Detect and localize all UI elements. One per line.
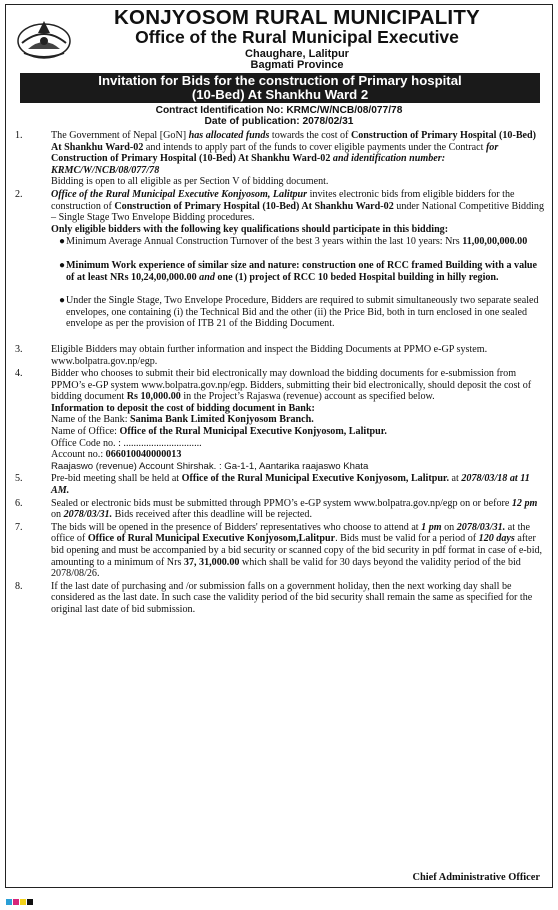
text: Office of the Rural Municipal Executive Konjyosom, Lalitpur — [51, 188, 308, 200]
text: at the office of — [51, 521, 530, 545]
qualification-2 — [6, 260, 552, 283]
magenta-swatch — [13, 899, 19, 905]
bullet-icon: ● — [59, 295, 66, 307]
clause-6 — [6, 498, 552, 521]
clause-5 — [6, 473, 552, 496]
bank-name: Sanima Bank Limited Konjyosom Branch. — [130, 414, 314, 426]
text: invites electronic bids from eligible bidders for the construction of — [51, 188, 515, 212]
text: Construction of Primary Hospital (10-Bed) At Shankhu Ward-02 — [51, 153, 331, 165]
clause-2 — [6, 189, 552, 235]
text: The Government of Nepal [GoN] — [51, 130, 189, 141]
text: 37, 31,000.00 — [183, 556, 240, 568]
notice-body — [6, 130, 552, 617]
clause-number: 5. — [15, 473, 23, 485]
clause-number: 8. — [15, 580, 23, 592]
notice-page — [5, 4, 553, 888]
municipality-title: KONJYOSOM RURAL MUNICIPALITY — [114, 6, 480, 29]
text: and intends to apply part of the funds to cover eligible payments under the Contract — [143, 141, 486, 153]
text: If the last date of purchasing and /or submission falls on a government holiday, then the next working day shall be considered as the last date. In such case the validity period of the bid security shall remain the same as specified for the original last date of bid submission. — [51, 580, 533, 615]
label: Name of the Bank: — [51, 414, 131, 426]
text: towards the cost of — [269, 130, 351, 141]
text: for — [485, 141, 499, 153]
text: 1 pm — [421, 521, 442, 533]
banner-line-1: Invitation for Bids for the construction of Primary hospital — [98, 73, 462, 88]
revenue-account-row: Raajaswo (revenue) Account Shirshak. : Ga-1-1, Aantarika raajaswo Khata — [51, 460, 369, 472]
publication-date: Date of publication: 2078/02/31 — [204, 116, 354, 127]
text: Minimum Average Annual Construction Turnover of the best 3 years within the last 10 years: Nrs — [66, 236, 463, 248]
bank-info-heading: Information to deposit the cost of bidding document in Bank: — [51, 402, 315, 414]
location-line: Chaughare, Lalitpur — [245, 48, 349, 60]
text: and — [199, 271, 215, 283]
contract-info — [6, 105, 552, 127]
bullet-icon: ● — [59, 236, 66, 248]
text: Under the Single Stage, Two Envelope Procedure, Bidders are required to submit simultaneously two separate sealed envelopes, one containing (i) the Technical Bid and the other (ii) the Price Bid, both in turn enclosed in one sealed envelope as per the provision of ITB 21 of the Bidding Document. — [66, 295, 539, 330]
qualification-1 — [6, 236, 552, 248]
qualifications-heading: Only eligible bidders with the following key qualifications should participate in this bidding: — [51, 223, 449, 235]
text: 2078/03/31. — [456, 521, 506, 533]
banner-line-2: (10-Bed) At Shankhu Ward 2 — [191, 87, 369, 102]
text: 2078/03/31. — [63, 509, 113, 521]
clause-number: 1. — [15, 130, 23, 141]
text: has allocated funds — [188, 130, 270, 141]
black-swatch — [27, 899, 33, 905]
office-name: Office of the Rural Municipal Executive Konjyosom, Lalitpur. — [119, 426, 387, 438]
bank-name-row — [51, 414, 544, 426]
text: in the Project’s Rajaswa (revenue) account as specified below. — [180, 391, 435, 403]
account-number: 066010040000013 — [105, 449, 182, 461]
text: one (1) project of RCC 10 beded Hospital building in hilly region. — [214, 271, 499, 283]
yellow-swatch — [20, 899, 26, 905]
text: Construction of Primary Hospital (10-Bed) At Shankhu Ward-02 — [114, 200, 394, 212]
clause-number: 4. — [15, 368, 23, 380]
text: 120 days — [478, 533, 515, 545]
office-code-row: Office Code no. : ............................... — [51, 437, 202, 449]
text: Bids received after this deadline will be rejected. — [112, 509, 312, 521]
invitation-banner — [20, 73, 540, 103]
clause-number: 3. — [15, 343, 23, 355]
contract-id: Contract Identification No: KRMC/W/NCB/08/077/78 — [155, 105, 403, 116]
text: 11,00,00,000.00 — [462, 236, 528, 248]
text: 12 pm — [511, 497, 538, 509]
text: Pre-bid meeting shall be held at — [51, 473, 182, 485]
text: Office of the Rural Municipal Executive Konjyosom, Lalitpur. — [181, 473, 450, 485]
text: Bidder who chooses to submit their bid electronically may download the bidding documents for e-submission from PPMO’s e-GP system www.bolpatra.gov.np/egp. Bidders, submitting their bid electronically, should deposit the cost of bidding document — [51, 368, 532, 403]
text: Eligible Bidders may obtain further information and inspect the Bidding Documents at PPMO e-GP system. www.bolpatra.gov.np/egp. — [51, 343, 488, 367]
text: after bid opening and must be accompanied by a bid security or scanned copy of the bid security in pdf format in case of e-bid, amounting to a minimum of Nrs — [51, 533, 543, 568]
text: which shall be valid for 30 days beyond the validity period of the bid 2078/08/26. — [51, 556, 521, 580]
clause-number: 2. — [15, 188, 23, 200]
cyan-swatch — [6, 899, 12, 905]
text: Construction of Primary Hospital (10-Bed) At Shankhu Ward-02 — [51, 130, 537, 153]
text: and identification number: KRMC/W/NCB/08/077/78 — [51, 153, 446, 176]
account-row — [51, 449, 544, 461]
text: Bidding is open to all eligible as per Section V of bidding document. — [51, 176, 329, 188]
clause-number: 6. — [15, 497, 23, 509]
text: . Bids must be valid for a period of — [335, 533, 479, 545]
text: at — [449, 473, 462, 485]
cmyk-marks — [6, 899, 33, 905]
text: on — [51, 509, 64, 521]
text: on — [441, 521, 457, 533]
label: Name of Office: — [51, 426, 120, 438]
office-title: Office of the Rural Municipal Executive — [135, 27, 459, 47]
bullet-icon: ● — [59, 259, 66, 271]
text: 2078/03/18 at 11 AM. — [51, 473, 530, 497]
qualification-3 — [6, 295, 552, 330]
clause-3 — [6, 344, 552, 367]
clause-7 — [6, 522, 552, 580]
signature: Chief Administrative Officer — [412, 872, 540, 883]
clause-number: 7. — [15, 521, 23, 533]
text: Minimum Work experience of similar size and nature: construction one of RCC framed Building with a value of at least NRs 10,24,00,000.00 — [66, 259, 538, 283]
text: The bids will be opened in the presence of Bidders' representatives who choose to attend at — [51, 521, 422, 533]
province-line: Bagmati Province — [250, 59, 344, 71]
text: Rs 10,000.00 — [126, 391, 181, 403]
office-name-row — [51, 426, 544, 438]
clause-1 — [6, 130, 552, 188]
text: Sealed or electronic bids must be submitted through PPMO’s e-GP system www.bolpatra.gov.np/egp on or before — [51, 497, 512, 509]
text: under National Competitive Bidding – Single Stage Two Envelope Bidding procedures. — [51, 200, 545, 224]
text: Office of Rural Municipal Executive Konjyosom,Lalitpur — [87, 533, 336, 545]
clause-8 — [6, 581, 552, 616]
label: Account no.: — [51, 449, 106, 461]
clause-4 — [6, 368, 552, 472]
